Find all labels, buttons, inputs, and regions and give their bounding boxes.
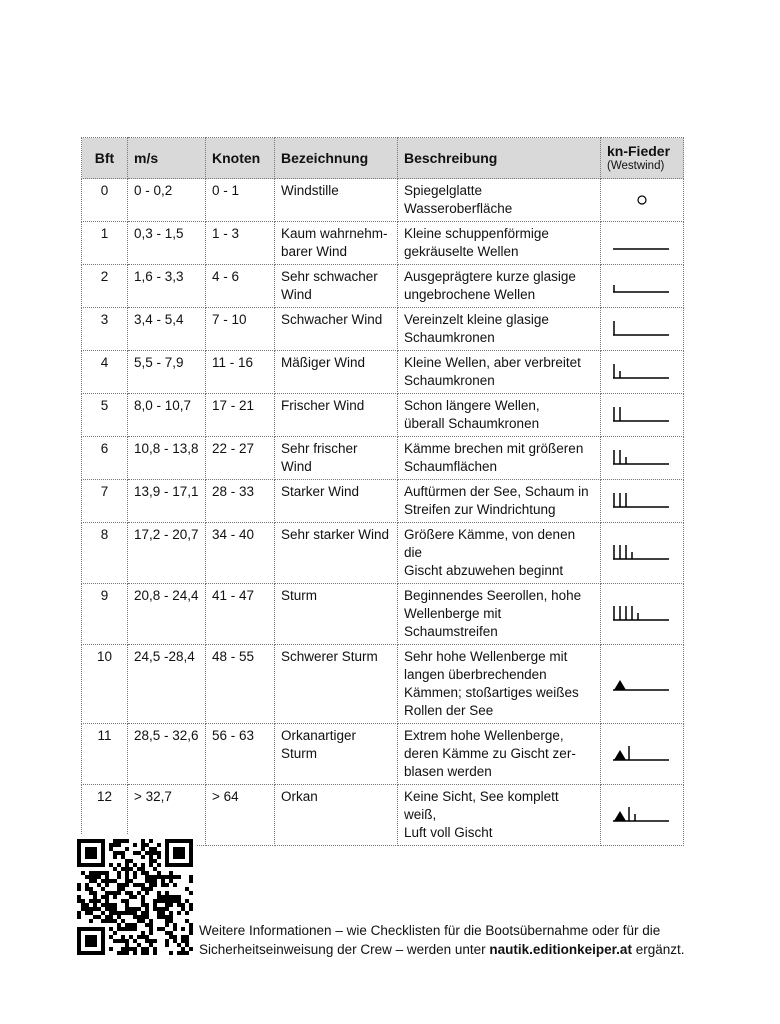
- cell-knoten: [206, 394, 275, 437]
- cell-bezeichnung: [275, 265, 398, 308]
- cell-knoten-text: > 64: [212, 789, 239, 804]
- cell-bft-text: 5: [100, 398, 109, 413]
- cell-bft-text: 11: [97, 728, 112, 743]
- wind-barb-icon: [611, 542, 673, 564]
- cell-ms-text: 20,8 - 24,4: [134, 588, 199, 603]
- cell-bft-text: 4: [100, 355, 109, 370]
- wind-barb-icon: [611, 404, 673, 426]
- cell-knoten: [206, 584, 275, 645]
- table-row: [82, 308, 684, 351]
- cell-fieder: [601, 308, 684, 351]
- cell-bezeichnung-text: Starker Wind: [281, 484, 360, 499]
- cell-beschreibung-text: Schon längere Wellen, überall Schaumkronen: [404, 398, 540, 431]
- table-body: [82, 179, 684, 846]
- cell-knoten-text: 48 - 55: [212, 649, 255, 664]
- cell-knoten-text: 17 - 21: [212, 398, 255, 413]
- cell-bezeichnung: [275, 394, 398, 437]
- table-row: [82, 645, 684, 724]
- table-row: [82, 584, 684, 645]
- cell-bezeichnung: [275, 584, 398, 645]
- wind-barb-icon: [611, 743, 673, 765]
- beaufort-table: [81, 137, 684, 846]
- header-bft: Bft: [82, 138, 128, 179]
- header-beschreibung: Beschreibung: [398, 138, 601, 179]
- table-row: [82, 724, 684, 785]
- cell-knoten-text: 1 - 3: [212, 226, 240, 241]
- cell-beschreibung-text: Kleine schuppenförmige gekräuselte Wellen: [404, 226, 549, 259]
- cell-fieder: [601, 222, 684, 265]
- cell-knoten-text: 34 - 40: [212, 527, 255, 542]
- cell-ms-text: 28,5 - 32,6: [134, 728, 199, 743]
- cell-ms: [128, 179, 206, 222]
- cell-knoten: [206, 724, 275, 785]
- cell-beschreibung-text: Größere Kämme, von denen die Gischt abzuwehen beginnt: [404, 527, 576, 578]
- cell-ms: [128, 584, 206, 645]
- cell-knoten-text: 56 - 63: [212, 728, 255, 743]
- cell-knoten-text: 41 - 47: [212, 588, 255, 603]
- cell-knoten: [206, 523, 275, 584]
- wind-barb-icon: [611, 275, 673, 297]
- cell-bft: [82, 480, 128, 523]
- cell-bft: [82, 265, 128, 308]
- table-row: [82, 265, 684, 308]
- wind-barb-icon: [611, 232, 673, 254]
- cell-beschreibung: [398, 584, 601, 645]
- cell-beschreibung-text: Ausgeprägtere kurze glasige ungebrochene Wellen: [404, 269, 576, 302]
- cell-beschreibung: [398, 394, 601, 437]
- footer-note: [199, 921, 739, 959]
- cell-ms: [128, 724, 206, 785]
- table-row: [82, 394, 684, 437]
- cell-fieder: [601, 394, 684, 437]
- wind-barb-icon: [611, 447, 673, 469]
- cell-bezeichnung-text: Sehr schwacher Wind: [281, 269, 378, 302]
- cell-bft: [82, 394, 128, 437]
- cell-ms: [128, 480, 206, 523]
- table-row: [82, 437, 684, 480]
- wind-barb-icon: [611, 318, 673, 340]
- table-row: [82, 523, 684, 584]
- header-knoten: Knoten: [206, 138, 275, 179]
- cell-fieder: [601, 179, 684, 222]
- cell-beschreibung-text: Kämme brechen mit größeren Schaumflächen: [404, 441, 584, 474]
- cell-bft-text: 9: [100, 588, 109, 603]
- cell-ms: [128, 265, 206, 308]
- cell-beschreibung: [398, 523, 601, 584]
- cell-bft-text: 2: [100, 269, 109, 284]
- cell-beschreibung: [398, 265, 601, 308]
- cell-bft-text: 7: [100, 484, 109, 499]
- wind-barb-icon: [611, 603, 673, 625]
- cell-ms: [128, 394, 206, 437]
- cell-knoten: [206, 265, 275, 308]
- table-row: [82, 480, 684, 523]
- cell-ms-text: 13,9 - 17,1: [134, 484, 199, 499]
- cell-bezeichnung-text: Orkan: [281, 789, 318, 804]
- footer-text-before: Weitere Informationen – wie Checklisten für die Bootsübernahme oder für die Sicherheitseinweisung der Crew – werden unter: [199, 923, 661, 957]
- cell-ms: [128, 437, 206, 480]
- cell-fieder: [601, 724, 684, 785]
- wind-barb-icon: [611, 673, 673, 695]
- cell-beschreibung: [398, 480, 601, 523]
- cell-knoten-text: 22 - 27: [212, 441, 255, 456]
- cell-beschreibung-text: Auftürmen der See, Schaum in Streifen zur Windrichtung: [404, 484, 589, 517]
- cell-ms: [128, 523, 206, 584]
- wind-barb-icon: [611, 804, 673, 826]
- cell-ms-text: 5,5 - 7,9: [134, 355, 184, 370]
- cell-knoten: [206, 222, 275, 265]
- cell-bft: [82, 523, 128, 584]
- footer-link[interactable]: nautik.editionkeiper.at: [489, 942, 632, 957]
- cell-bft-text: 8: [100, 527, 109, 542]
- wind-barb-icon: [611, 361, 673, 383]
- cell-bezeichnung: [275, 523, 398, 584]
- cell-beschreibung: [398, 308, 601, 351]
- table-row: [82, 179, 684, 222]
- cell-ms-text: 3,4 - 5,4: [134, 312, 184, 327]
- cell-beschreibung: [398, 222, 601, 265]
- cell-ms-text: 0,3 - 1,5: [134, 226, 184, 241]
- cell-ms: [128, 351, 206, 394]
- cell-knoten: [206, 308, 275, 351]
- cell-beschreibung: [398, 179, 601, 222]
- cell-bezeichnung: [275, 351, 398, 394]
- cell-knoten-text: 7 - 10: [212, 312, 247, 327]
- cell-beschreibung-text: Vereinzelt kleine glasige Schaumkronen: [404, 312, 549, 345]
- cell-bezeichnung-text: Frischer Wind: [281, 398, 365, 413]
- cell-fieder: [601, 645, 684, 724]
- footer-text-after: ergänzt.: [631, 942, 685, 957]
- cell-bft: [82, 222, 128, 265]
- cell-ms-text: 17,2 - 20,7: [134, 527, 199, 542]
- cell-bezeichnung: [275, 785, 398, 846]
- cell-bft-text: 1: [100, 226, 109, 241]
- cell-bft-text: 10: [96, 649, 113, 664]
- cell-fieder: [601, 437, 684, 480]
- cell-ms-text: > 32,7: [134, 789, 172, 804]
- cell-beschreibung-text: Sehr hohe Wellenberge mit langen überbrechenden Kämmen; stoßartiges weißes Rollen der See: [404, 649, 579, 718]
- cell-bezeichnung-text: Sehr frischer Wind: [281, 441, 358, 474]
- cell-fieder: [601, 480, 684, 523]
- cell-bezeichnung: [275, 645, 398, 724]
- cell-fieder: [601, 351, 684, 394]
- cell-bft: [82, 645, 128, 724]
- cell-ms: [128, 645, 206, 724]
- cell-beschreibung-text: Extrem hohe Wellenberge, deren Kämme zu Gischt zer- blasen werden: [404, 728, 576, 779]
- cell-ms-text: 1,6 - 3,3: [134, 269, 184, 284]
- header-fieder-sub: (Westwind): [607, 160, 665, 172]
- cell-knoten: [206, 437, 275, 480]
- cell-fieder: [601, 523, 684, 584]
- cell-bft: [82, 437, 128, 480]
- qr-code-icon: [73, 835, 197, 959]
- cell-bezeichnung-text: Kaum wahrnehm- barer Wind: [281, 226, 388, 259]
- cell-bft: [82, 351, 128, 394]
- cell-knoten-text: 28 - 33: [212, 484, 255, 499]
- cell-bft: [82, 584, 128, 645]
- cell-beschreibung: [398, 645, 601, 724]
- calm-circle-icon: [611, 189, 673, 211]
- table-row: [82, 351, 684, 394]
- cell-bezeichnung: [275, 179, 398, 222]
- cell-beschreibung: [398, 437, 601, 480]
- cell-ms: [128, 222, 206, 265]
- header-ms: m/s: [128, 138, 206, 179]
- cell-beschreibung-text: Spiegelglatte Wasseroberfläche: [404, 183, 513, 216]
- cell-beschreibung: [398, 724, 601, 785]
- cell-beschreibung-text: Keine Sicht, See komplett weiß, Luft voll Gischt: [404, 789, 559, 840]
- cell-bezeichnung-text: Orkanartiger Sturm: [281, 728, 357, 761]
- cell-beschreibung-text: Kleine Wellen, aber verbreitet Schaumkronen: [404, 355, 581, 388]
- cell-beschreibung-text: Beginnendes Seerollen, hohe Wellenberge mit Schaumstreifen: [404, 588, 582, 639]
- cell-ms-text: 10,8 - 13,8: [134, 441, 199, 456]
- cell-ms-text: 24,5 -28,4: [134, 649, 195, 664]
- cell-bft: [82, 724, 128, 785]
- header-fieder: [601, 138, 684, 179]
- cell-knoten: [206, 351, 275, 394]
- cell-bezeichnung-text: Windstille: [281, 183, 339, 198]
- header-fieder-label: kn-Fieder: [607, 143, 671, 159]
- cell-bezeichnung-text: Schwacher Wind: [281, 312, 383, 327]
- cell-bezeichnung-text: Sturm: [281, 588, 318, 603]
- table-header-row: [82, 138, 684, 179]
- cell-bft: [82, 308, 128, 351]
- header-bezeichnung: Bezeichnung: [275, 138, 398, 179]
- cell-fieder: [601, 785, 684, 846]
- cell-bft-text: 12: [96, 789, 113, 804]
- cell-fieder: [601, 265, 684, 308]
- cell-beschreibung: [398, 351, 601, 394]
- cell-knoten-text: 4 - 6: [212, 269, 240, 284]
- cell-bezeichnung-text: Mäßiger Wind: [281, 355, 366, 370]
- cell-knoten: [206, 179, 275, 222]
- cell-bft-text: 6: [100, 441, 109, 456]
- wind-barb-icon: [611, 490, 673, 512]
- cell-ms: [128, 308, 206, 351]
- cell-knoten: [206, 645, 275, 724]
- cell-ms-text: 0 - 0,2: [134, 183, 173, 198]
- cell-ms-text: 8,0 - 10,7: [134, 398, 192, 413]
- cell-knoten: [206, 785, 275, 846]
- cell-bezeichnung-text: Sehr starker Wind: [281, 527, 390, 542]
- cell-bezeichnung: [275, 480, 398, 523]
- cell-bft: [82, 179, 128, 222]
- cell-beschreibung: [398, 785, 601, 846]
- cell-bft-text: 3: [100, 312, 109, 327]
- cell-bft-text: 0: [100, 183, 109, 198]
- cell-bezeichnung: [275, 724, 398, 785]
- cell-knoten-text: 0 - 1: [212, 183, 240, 198]
- cell-knoten-text: 11 - 16: [212, 355, 254, 370]
- cell-bezeichnung-text: Schwerer Sturm: [281, 649, 378, 664]
- cell-bezeichnung: [275, 308, 398, 351]
- cell-fieder: [601, 584, 684, 645]
- cell-bezeichnung: [275, 437, 398, 480]
- table-row: [82, 222, 684, 265]
- cell-knoten: [206, 480, 275, 523]
- cell-bezeichnung: [275, 222, 398, 265]
